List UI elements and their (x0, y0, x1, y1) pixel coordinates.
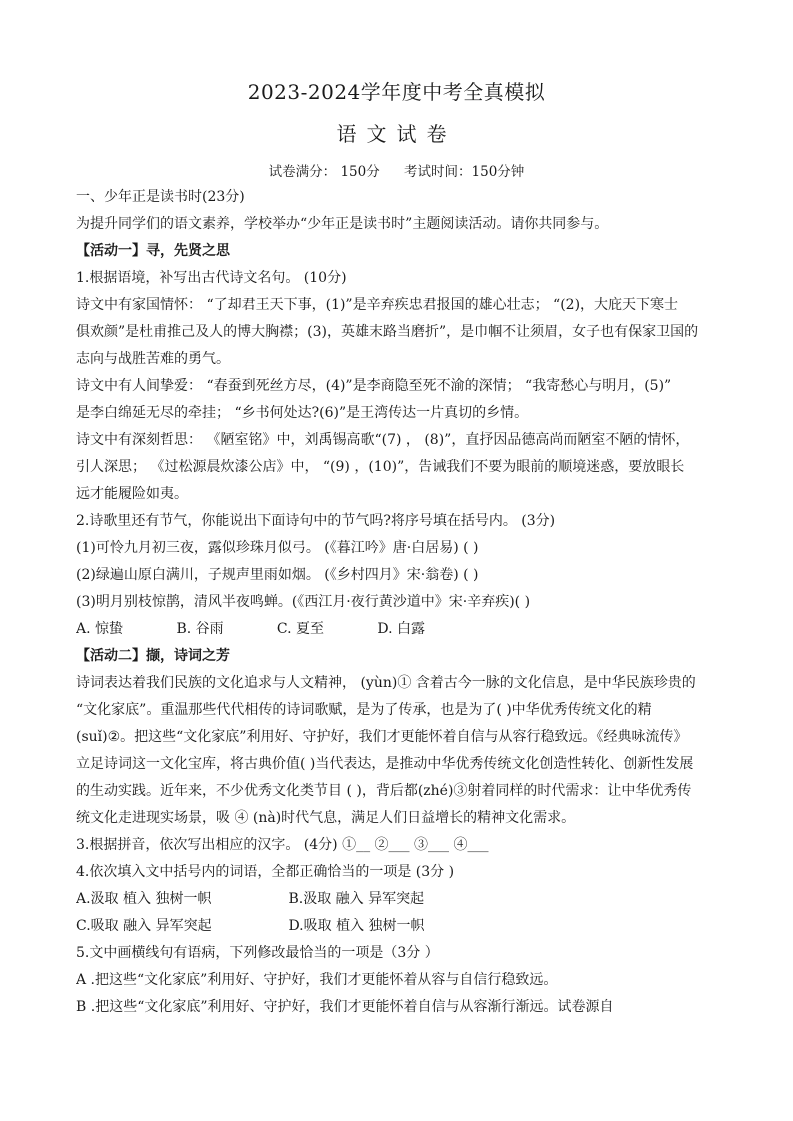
q1-text-line: 引人深思； 《过松源晨炊漆公店》中， “(9) ，(10)”，告诫我们不要为眼前的顺境迷惑，要放眼长 (76, 459, 685, 475)
q2-option-a: A. 惊蛰 (76, 621, 124, 637)
exam-subtitle: 语文试卷 (336, 122, 457, 146)
q2-option-b: B. 谷雨 (176, 621, 224, 637)
passage-line: 统文化走进现实场景，吸 ④ (nà)时代气息，满足人们日益增长的精神文化需求。 (76, 810, 576, 826)
q2-options (76, 616, 716, 643)
q2-option-c: C. 夏至 (276, 621, 325, 637)
activity-one-heading: 【活动一】寻，先贤之思 (76, 243, 230, 259)
q4-option-d: D.吸取 植入 独树一帜 (288, 918, 425, 934)
passage-line: 诗词表达着我们民族的文化追求与人文精神， (yùn)① 含着古今一脉的文化信息，是中华民族珍贵的 (76, 675, 696, 691)
q4-option-c: C.吸取 融入 异军突起 (76, 918, 212, 934)
time-label: 考试时间：150分钟 (404, 164, 525, 180)
exam-meta (0, 160, 793, 180)
q1-text-line: 远才能履险如夷。 (76, 486, 188, 502)
q1-text-line: 是李白绵延无尽的牵挂； “乡书何处达?(6)”是王湾传达一片真切的乡情。 (76, 405, 529, 421)
intro-text: 为提升同学们的语文素养，学校举办“少年正是读书时”主题阅读活动。请你共同参与。 (76, 216, 609, 232)
question-3: 3.根据拼音，依次写出相应的汉字。 (4分) ①__ ②___ ③___ ④___ (76, 837, 489, 853)
section-heading: 一、少年正是读书时(23分) (76, 189, 245, 205)
passage-line: (suǐ)②。把这些“文化家底”利用好、守护好，我们才更能怀着自信与从容行稳致远。《经典咏流传》 (76, 729, 688, 745)
q2-item: (3)明月别枝惊鹊，清风半夜鸣蝉。(《西江月·夜行黄沙道中》宋·辛弃疾)( ) (76, 594, 531, 610)
q1-text-line: 诗文中有深刻哲思： 《陋室铭》中，刘禹锡高歌“(7) ， (8)”，直抒因品德高尚而陋室不陋的情怀， (76, 432, 690, 448)
question-2: 2.诗歌里还有节气，你能说出下面诗句中的节气吗?将序号填在括号内。 (3分) (76, 513, 556, 529)
exam-title: 2023-2024学年度中考全真模拟 (247, 80, 546, 104)
passage-line: 的生动实践。近年来，不少优秀文化类节目 ( )，背后都(zhé)③射着同样的时代需求：让中华优秀传 (76, 783, 692, 799)
activity-two-heading: 【活动二】撷，诗词之芳 (76, 648, 230, 664)
q4-option-b: B.汲取 融入 异军突起 (288, 891, 425, 907)
q1-text-line: 志向与战胜苦难的勇气。 (76, 351, 230, 367)
q4-options-row-1 (76, 886, 716, 913)
score-label: 试卷满分： 150分 (268, 164, 380, 180)
q1-text-line: 诗文中有人间挚爱： “春蚕到死丝方尽，(4)”是李商隐至死不渝的深情； “我寄愁心与明月，(5)” (76, 378, 672, 394)
question-4: 4.依次填入文中括号内的词语，全都正确恰当的一项是 (3分 ) (76, 864, 455, 880)
q2-item: (1)可怜九月初三夜，露似珍珠月似弓。 (《暮江吟》唐·白居易) ( ) (76, 540, 479, 556)
q4-options-row-2 (76, 913, 716, 940)
q5-option-a: A .把这些“文化家底”利用好、守护好，我们才更能怀着从容与自信行稳致远。 (76, 972, 558, 988)
q2-item: (2)绿遍山原白满川，子规声里雨如烟。 (《乡村四月》宋·翁卷) ( ) (76, 567, 479, 583)
passage-line: “文化家底”。重温那些代代相传的诗词歌赋，是为了传承，也是为了( )中华优秀传统文化的精 (76, 702, 652, 718)
exam-body (76, 184, 716, 1021)
question-1: 1.根据语境，补写出古代诗文名句。 (10分) (76, 270, 347, 286)
q2-option-d: D. 白露 (377, 621, 425, 637)
q4-option-a: A.汲取 植入 独树一帜 (76, 891, 212, 907)
q1-text-line: 诗文中有家国情怀： “了却君王天下事，(1)”是辛弃疾忠君报国的雄心壮志； “(2)，大庇天下寒士 (76, 297, 679, 313)
passage-line: 立足诗词这一文化宝库，将古典价值( )当代表达，是推动中华优秀传统文化创造性转化、创新性发展 (76, 756, 694, 772)
question-5: 5.文中画横线句有语病，下列修改最恰当的一项是（3分 ） (76, 945, 439, 961)
q5-option-b: B .把这些“文化家底”利用好、守护好，我们才更能怀着自信与从容渐行渐远。试卷源自 (76, 999, 614, 1015)
q1-text-line: 俱欢颜”是杜甫推己及人的博大胸襟；(3)，英雄末路当磨折”，是巾帼不让须眉，女子也有保家卫国的 (76, 324, 699, 340)
